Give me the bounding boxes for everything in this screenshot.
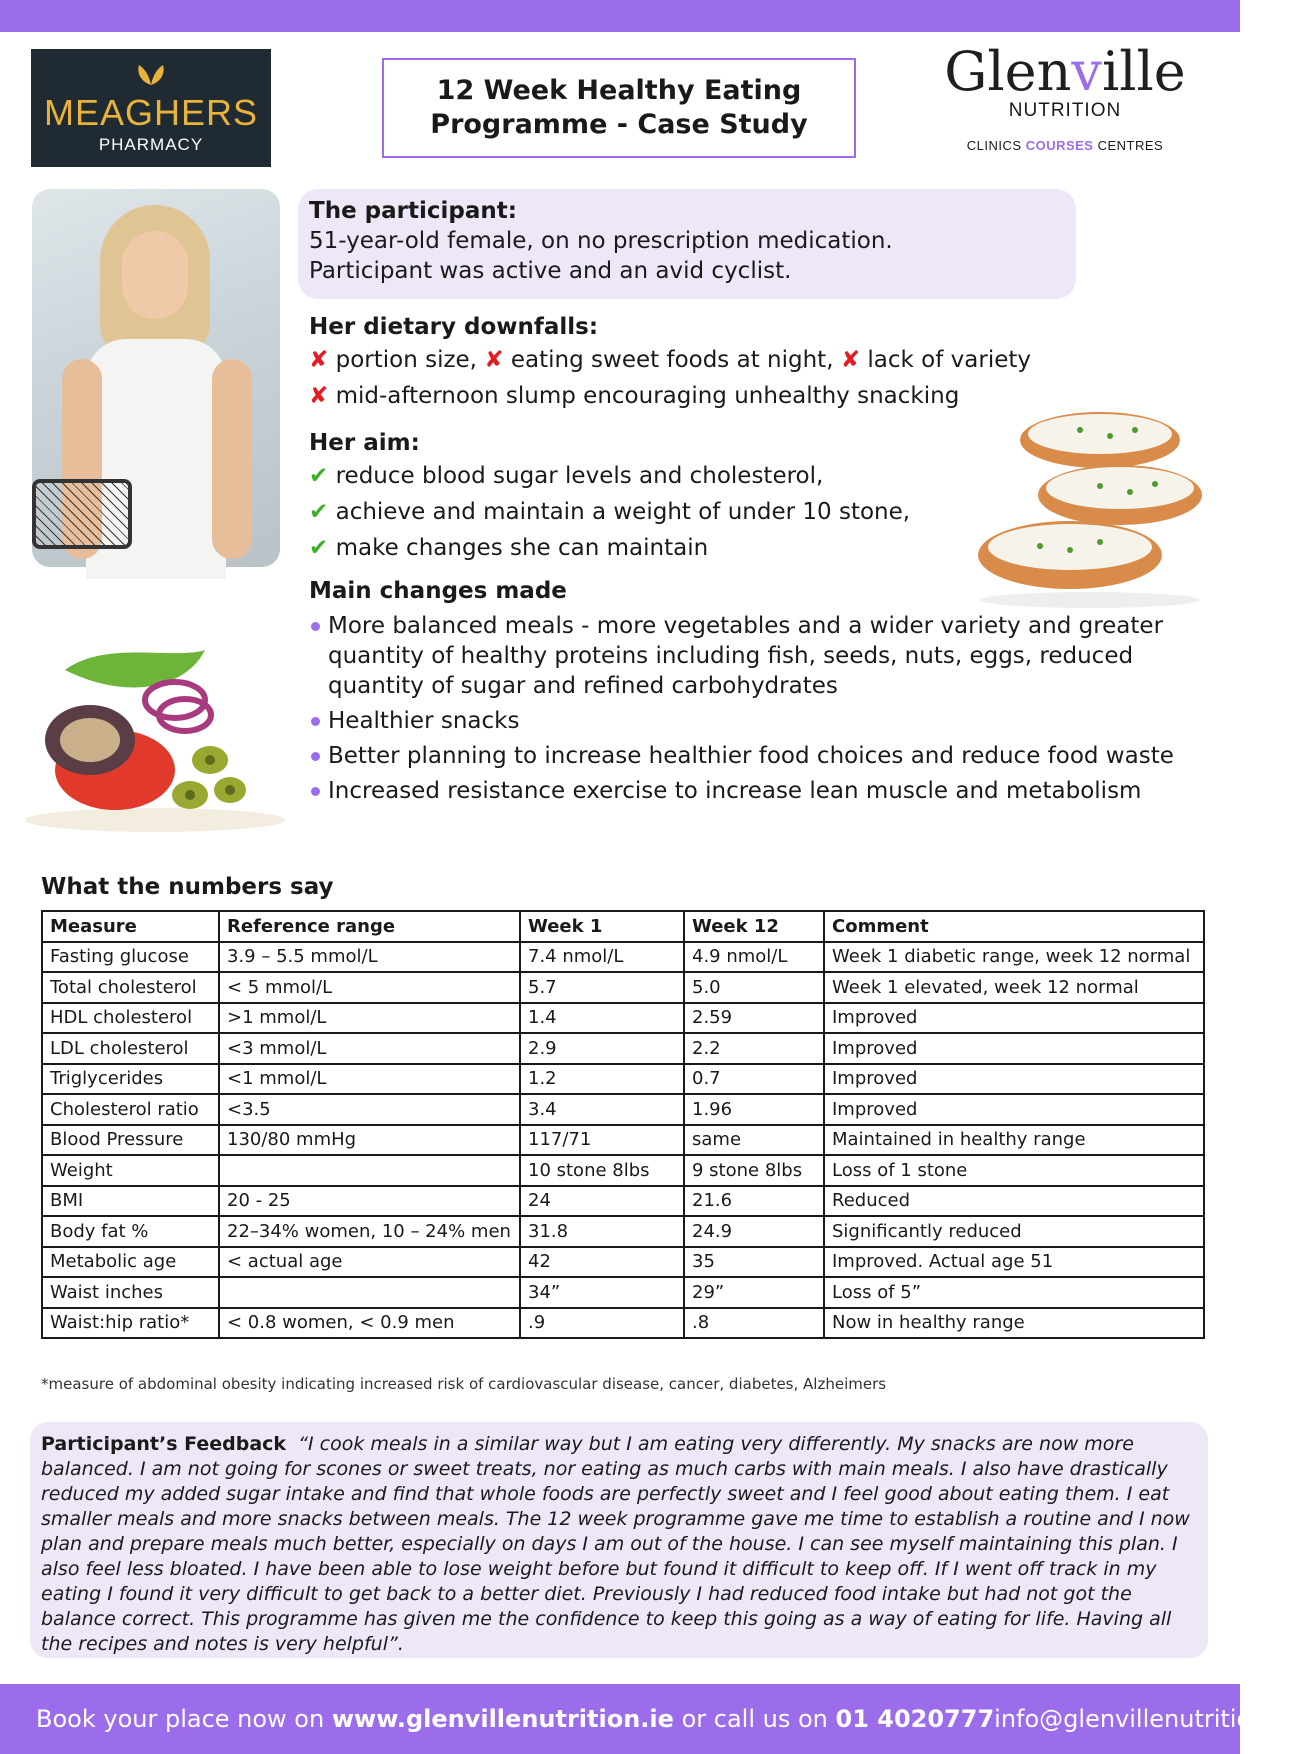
change-item: More balanced meals - more vegetables and a wider variety and greater quantity of healthy proteins including fish, seeds, nuts, eggs, reduced quantity of sugar and refined carbohydrates [309, 611, 1189, 701]
title-line-1: 12 Week Healthy Eating [436, 75, 802, 106]
table-cell: 24 [520, 1186, 684, 1217]
table-cell: <1 mmol/L [219, 1064, 520, 1095]
table-cell: 5.7 [520, 972, 684, 1003]
downfalls-heading: Her dietary downfalls: [309, 314, 599, 340]
footer-text-1: Book your place now on [36, 1705, 325, 1733]
table-row [42, 1003, 1204, 1034]
salad-image [5, 630, 295, 840]
cross-icon: ✘ [484, 347, 504, 373]
table-row [42, 1094, 1204, 1125]
table-cell: <3.5 [219, 1094, 520, 1125]
table-cell: 31.8 [520, 1216, 684, 1247]
table-cell [219, 1277, 520, 1308]
glenville-logo-name: Glenville [944, 40, 1186, 103]
table-cell: Waist inches [42, 1277, 219, 1308]
table-cell: 2.2 [684, 1033, 824, 1064]
table-row [42, 1155, 1204, 1186]
table-cell: Improved [824, 1094, 1204, 1125]
table-cell: HDL cholesterol [42, 1003, 219, 1034]
table-cell: 2.59 [684, 1003, 824, 1034]
check-icon: ✔ [309, 535, 329, 561]
table-cell: Triglycerides [42, 1064, 219, 1095]
table-cell: 117/71 [520, 1125, 684, 1156]
table-cell: Maintained in healthy range [824, 1125, 1204, 1156]
table-cell: Loss of 5” [824, 1277, 1204, 1308]
table-cell: 1.2 [520, 1064, 684, 1095]
participant-section [309, 196, 893, 286]
check-icon: ✔ [309, 463, 329, 489]
meaghers-logo-subtitle: PHARMACY [98, 135, 204, 154]
footer-email-link[interactable]: info@glenvillenutrition.ie [994, 1705, 1295, 1733]
participant-line-1: 51-year-old female, on no prescription medication. [309, 228, 893, 254]
table-row [42, 1033, 1204, 1064]
table-row [42, 942, 1204, 973]
table-cell: 35 [684, 1247, 824, 1278]
table-cell: BMI [42, 1186, 219, 1217]
leaf-logo-icon [131, 61, 171, 87]
table-cell: LDL cholesterol [42, 1033, 219, 1064]
aim-item: ✔ achieve and maintain a weight of under 10 stone, [309, 499, 911, 525]
table-footnote: *measure of abdominal obesity indicating increased risk of cardiovascular disease, cancer, diabetes, Alzheimers [41, 1375, 887, 1393]
table-cell: 4.9 nmol/L [684, 942, 824, 973]
table-cell: 10 stone 8lbs [520, 1155, 684, 1186]
table-cell: 21.6 [684, 1186, 824, 1217]
meaghers-pharmacy-logo [31, 49, 271, 167]
table-row [42, 1186, 1204, 1217]
table-cell: 24.9 [684, 1216, 824, 1247]
table-cell: 3.9 – 5.5 mmol/L [219, 942, 520, 973]
glenville-logo-sub: NUTRITION [1008, 100, 1122, 121]
table-cell: 29” [684, 1277, 824, 1308]
table-cell: < actual age [219, 1247, 520, 1278]
table-cell: Significantly reduced [824, 1216, 1204, 1247]
table-row [42, 972, 1204, 1003]
column-header: Week 1 [520, 911, 684, 942]
changes-heading: Main changes made [309, 578, 567, 604]
aim-heading: Her aim: [309, 430, 420, 456]
table-cell: Improved [824, 1003, 1204, 1034]
table-cell: Week 1 elevated, week 12 normal [824, 972, 1204, 1003]
glenville-nutrition-logo [930, 42, 1200, 153]
participant-photo [32, 189, 280, 567]
table-cell: 0.7 [684, 1064, 824, 1095]
table-title: What the numbers say [41, 874, 334, 900]
table-cell: 20 - 25 [219, 1186, 520, 1217]
table-cell: .9 [520, 1308, 684, 1339]
downfalls-section [309, 312, 1031, 414]
column-header: Reference range [219, 911, 520, 942]
glenville-logo-tagline: CLINICS COURSES CENTRES [966, 138, 1164, 153]
column-header: Week 12 [684, 911, 824, 942]
table-cell: Body fat % [42, 1216, 219, 1247]
table-cell: Improved [824, 1064, 1204, 1095]
table-row [42, 1308, 1204, 1339]
cross-icon: ✘ [309, 383, 329, 409]
cross-icon: ✘ [840, 347, 861, 373]
table-cell: Weight [42, 1155, 219, 1186]
aim-item: ✔ reduce blood sugar levels and cholesterol, [309, 463, 824, 489]
table-cell: Total cholesterol [42, 972, 219, 1003]
table-cell: .8 [684, 1308, 824, 1339]
table-row [42, 1216, 1204, 1247]
feedback-text: “I cook meals in a similar way but I am eating very differently. My snacks are now more balanced. I am not going for scones or sweet treats, nor eating as much carbs with main meals. I also have drastically reduced my added sugar intake and find that whole foods are perfectly sweet and I feel good about eating them. I eat smaller meals and more snacks between meals. The 12 week programme gave me time to establish a routine and I now plan and prepare meals much better, especially on days I am out of the house. I can see myself maintaining this plan. I also feel less bloated. I have been able to lose weight before but found it difficult to keep off. If I went off track in my eating I found it very difficult to get back to a better diet. Previously I had reduced food intake but had not got the balance correct. This programme has given me the confidence to keep this going as a way of eating for life. Having all the recipes and notes is very helpful”. [41, 1433, 1190, 1655]
table-cell: 130/80 mmHg [219, 1125, 520, 1156]
table-cell: Loss of 1 stone [824, 1155, 1204, 1186]
document-title [382, 58, 856, 158]
table-cell: 22–34% women, 10 – 24% men [219, 1216, 520, 1247]
meaghers-logo-name: MEAGHERS [43, 92, 259, 133]
table-cell: 34” [520, 1277, 684, 1308]
table-row [42, 1247, 1204, 1278]
table-cell: Reduced [824, 1186, 1204, 1217]
check-icon: ✔ [309, 499, 329, 525]
table-cell: Blood Pressure [42, 1125, 219, 1156]
results-table [41, 910, 1205, 1339]
table-cell: Improved. Actual age 51 [824, 1247, 1204, 1278]
table-cell: <3 mmol/L [219, 1033, 520, 1064]
table-cell: < 0.8 women, < 0.9 men [219, 1308, 520, 1339]
changes-section [309, 576, 1189, 806]
title-line-2: Programme - Case Study [430, 109, 808, 140]
table-cell: 1.96 [684, 1094, 824, 1125]
feedback-label: Participant’s Feedback [41, 1433, 287, 1455]
table-cell: 42 [520, 1247, 684, 1278]
table-cell: 5.0 [684, 972, 824, 1003]
aim-section [309, 428, 910, 566]
table-cell: 2.9 [520, 1033, 684, 1064]
table-cell: Improved [824, 1033, 1204, 1064]
table-row [42, 1277, 1204, 1308]
table-cell: < 5 mmol/L [219, 972, 520, 1003]
participant-heading: The participant: [309, 198, 517, 224]
table-cell: Week 1 diabetic range, week 12 normal [824, 942, 1204, 973]
table-cell: 7.4 nmol/L [520, 942, 684, 973]
table-cell: 3.4 [520, 1094, 684, 1125]
cross-icon: ✘ [309, 347, 329, 373]
change-item: Healthier snacks [309, 706, 1189, 736]
feedback-panel [30, 1422, 1208, 1658]
table-cell: 1.4 [520, 1003, 684, 1034]
table-cell: >1 mmol/L [219, 1003, 520, 1034]
table-cell: Now in healthy range [824, 1308, 1204, 1339]
table-row [42, 1125, 1204, 1156]
footer-bar [0, 1684, 1295, 1754]
column-header: Measure [42, 911, 219, 942]
footer-phone[interactable]: 01 4020777 [835, 1705, 995, 1733]
change-item: Better planning to increase healthier food choices and reduce food waste [309, 741, 1189, 771]
table-row [42, 1064, 1204, 1095]
top-accent-bar [0, 0, 1240, 32]
downfalls-line-2: ✘ mid-afternoon slump encouraging unhealthy snacking [309, 383, 960, 409]
table-cell [219, 1155, 520, 1186]
aim-item: ✔ make changes she can maintain [309, 535, 709, 561]
table-cell: same [684, 1125, 824, 1156]
table-cell: Waist:hip ratio* [42, 1308, 219, 1339]
change-item: Increased resistance exercise to increase lean muscle and metabolism [309, 776, 1189, 806]
table-cell: 9 stone 8lbs [684, 1155, 824, 1186]
table-header-row [42, 911, 1204, 942]
footer-text-2: or call us on [681, 1705, 828, 1733]
table-cell: Metabolic age [42, 1247, 219, 1278]
downfalls-line-1: ✘ portion size, ✘ eating sweet foods at night, ✘ lack of variety [309, 347, 1031, 373]
column-header: Comment [824, 911, 1204, 942]
table-cell: Cholesterol ratio [42, 1094, 219, 1125]
table-cell: Fasting glucose [42, 942, 219, 973]
participant-line-2: Participant was active and an avid cyclist. [309, 258, 792, 284]
footer-website-link[interactable]: www.glenvillenutrition.ie [331, 1705, 674, 1733]
